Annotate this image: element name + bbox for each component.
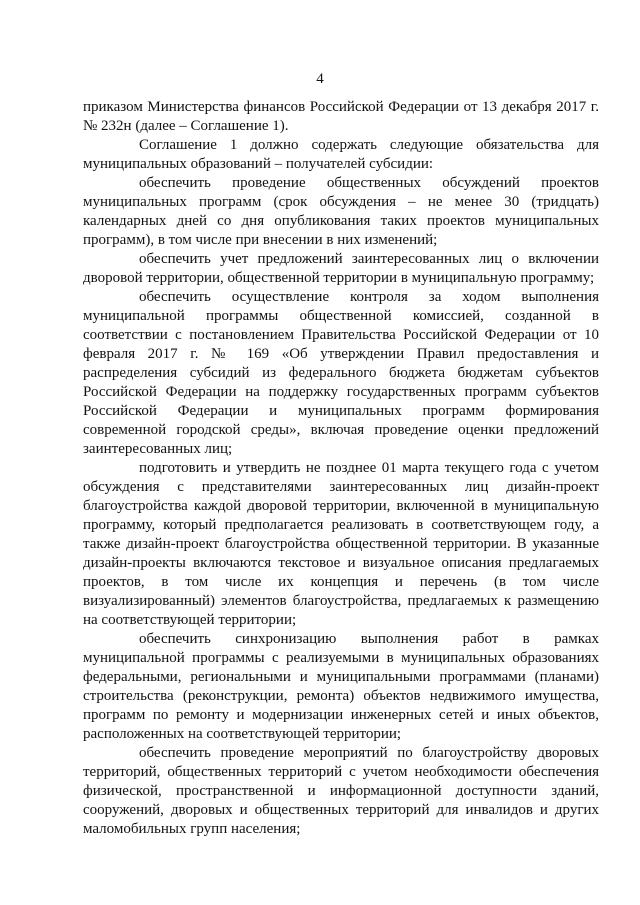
document-body — [83, 98, 599, 839]
paragraph-proposals-accounting: обеспечить учет предложений заинтересованных лиц о включении дворовой территории, общественной территории в муниципальную программу; — [83, 251, 599, 286]
paragraph-accessibility: обеспечить проведение мероприятий по благоустройству дворовых территорий, общественных территорий с учетом необходимости обеспечения физической, пространственной и информационной доступности зданий, сооружений, дворовых и общественных территорий для инвалидов и других маломобильных групп населения; — [83, 745, 599, 837]
paragraph-order-reference: приказом Министерства финансов Российской Федерации от 13 декабря 2017 г. № 232н (далее – Соглашение 1). — [83, 99, 599, 134]
paragraph-control-commission: обеспечить осуществление контроля за ходом выполнения муниципальной программы общественной комиссией, созданной в соответствии с постановлением Правительства Российской Федерации от 10 февраля 2017 г. № 169 «Об утверждении Правил предоставления и распределения субсидий из федерального бюджета бюджетам субъектов Российской Федерации на поддержку государственных программ субъектов Российской Федерации и муниципальных программ формирования современной городской среды», включая проведение оценки предложений заинтересованных лиц; — [83, 289, 599, 457]
page-number: 4 — [316, 71, 324, 87]
paragraph-design-project: подготовить и утвердить не позднее 01 марта текущего года с учетом обсуждения с представителями заинтересованных лиц дизайн-проект благоустройства каждой дворовой территории, включенной в муниципальную программу, который предполагается реализовать в соответствующем году, а также дизайн-проект благоустройства общественной территории. В указанные дизайн-проекты включаются текстовое и визуальное описания предлагаемых проектов, в том числе их концепция и перечень (в том числе визуализированный) элементов благоустройства, предлагаемых к размещению на соответствующей территории; — [83, 460, 599, 628]
paragraph-synchronization: обеспечить синхронизацию выполнения работ в рамках муниципальной программы с реализуемыми в муниципальных образованиях федеральными, региональными и муниципальными программами (планами) строительства (реконструкции, ремонта) объектов недвижимого имущества, программ по ремонту и модернизации инженерных сетей и иных объектов, расположенных на соответствующей территории; — [83, 631, 599, 742]
paragraph-public-discussions: обеспечить проведение общественных обсуждений проектов муниципальных программ (срок обсуждения – не менее 30 (тридцать) календарных дней со дня опубликования таких проектов муниципальных программ), в том числе при внесении в них изменений; — [83, 175, 599, 248]
paragraph-agreement-obligations: Соглашение 1 должно содержать следующие обязательства для муниципальных образований – получателей субсидии: — [83, 137, 599, 172]
